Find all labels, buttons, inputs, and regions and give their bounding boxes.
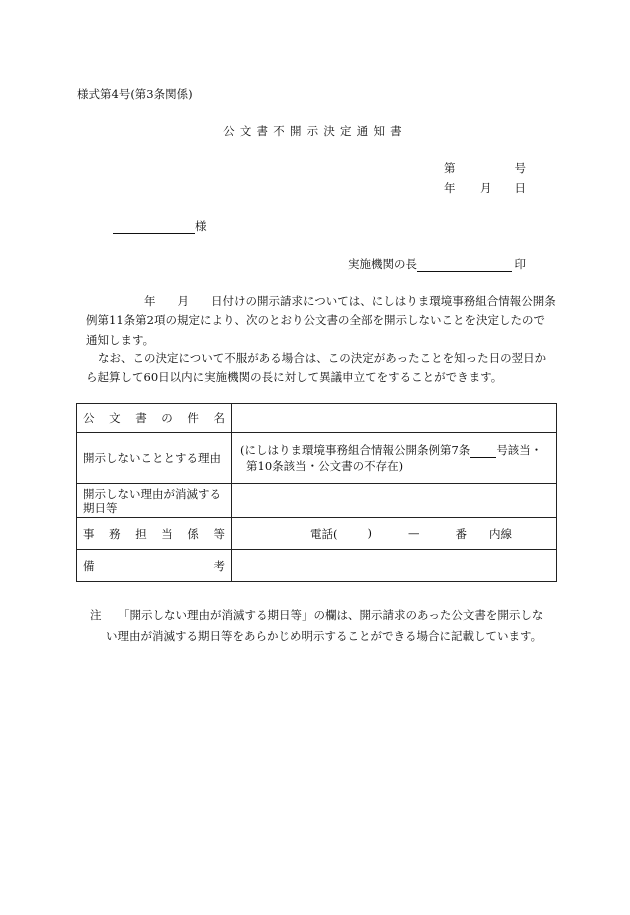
staff-label-char: 務: [109, 526, 121, 541]
addressee-suffix: 様: [195, 219, 207, 233]
addressee-blank-line: [113, 220, 195, 234]
form-number: 様式第4号(第3条関係): [77, 87, 193, 101]
addressee: [113, 218, 207, 234]
table-row-staff: [77, 518, 557, 550]
subject-value: [232, 404, 557, 433]
staff-label-char: 等: [213, 526, 225, 541]
staff-label-char: 事: [83, 526, 95, 541]
phone-extension: 内線: [489, 526, 512, 541]
expiry-value: [232, 484, 557, 518]
body-paragraph-2: [86, 349, 556, 388]
expiry-label: 開示しない理由が消滅する期日等: [77, 484, 232, 518]
body-paragraph-1-text: 日付けの開示請求については、にしはりま環境事務組合情報公開条例第11条第2項の規定により、次のとおり公文書の全部を開示しないことを決定したので通知します。: [86, 294, 556, 347]
reason-line2: 第10条該当・公文書の不存在): [246, 459, 404, 473]
phone-close: ): [367, 525, 372, 540]
table-row-reason: [77, 433, 557, 484]
reason-line1-pre: (にしはりま環境事務組合情報公開条例第7条: [240, 443, 471, 457]
reference-date-year: 年: [444, 181, 456, 195]
subject-label-char: 公: [83, 411, 95, 425]
body-paragraph-2-text: なお、この決定について不服がある場合は、この決定があったことを知った日の翌日から起算して60日以内に実施機関の長に対して異議申立てをすることができます。: [86, 351, 547, 385]
reason-line1-post: 号該当・: [496, 443, 543, 457]
seal-mark: 印: [514, 257, 526, 271]
subject-label-char: 書: [135, 411, 147, 425]
subject-label-char: 文: [109, 411, 121, 425]
document-title: 公文書不開示決定通知書: [223, 124, 407, 138]
footnote-line-1: 「開示しない理由が消滅する期日等」の欄は、開示請求のあった公文書を開示しな: [118, 608, 544, 622]
table-row-subject: [77, 404, 557, 433]
staff-label: [77, 518, 232, 550]
staff-label-char: 係: [187, 526, 199, 541]
staff-label-char: 当: [161, 526, 173, 541]
subject-label-char: 件: [187, 411, 199, 425]
reason-value: [232, 433, 557, 484]
footnote-head: 注: [90, 608, 102, 622]
remarks-label-char: 備: [83, 558, 95, 573]
remarks-label: [77, 550, 232, 582]
reference-date-month: 月: [480, 181, 492, 195]
decision-table: [76, 403, 557, 582]
reference-number-prefix: 第: [444, 161, 456, 175]
table-row-expiry: [77, 484, 557, 518]
staff-value: [232, 518, 557, 550]
remarks-value: [232, 550, 557, 582]
table-row-remarks: [77, 550, 557, 582]
reason-label: 開示しないこととする理由: [77, 433, 232, 484]
issuer: [348, 256, 526, 272]
reason-blank-line: [470, 445, 496, 458]
phone-ban: 番: [455, 526, 467, 541]
issuer-label: 実施機関の長: [348, 257, 417, 271]
issuer-blank-line: [417, 258, 512, 272]
body-paragraph-1: [86, 292, 556, 350]
remarks-label-char: 考: [213, 558, 225, 573]
subject-label: [77, 404, 232, 433]
phone-open: 電話(: [310, 526, 338, 541]
phone-dash: —: [408, 525, 420, 540]
body-year: 年: [144, 294, 156, 308]
body-month: 月: [177, 294, 189, 308]
subject-label-char: 名: [213, 411, 225, 425]
subject-label-char: の: [161, 411, 173, 425]
reference-number-suffix: 号: [514, 161, 526, 175]
footnote-line-2: い理由が消滅する期日等をあらかじめ明示することができる場合に記載しています。: [106, 629, 543, 643]
staff-label-char: 担: [135, 526, 147, 541]
reference-date-day: 日: [514, 181, 526, 195]
